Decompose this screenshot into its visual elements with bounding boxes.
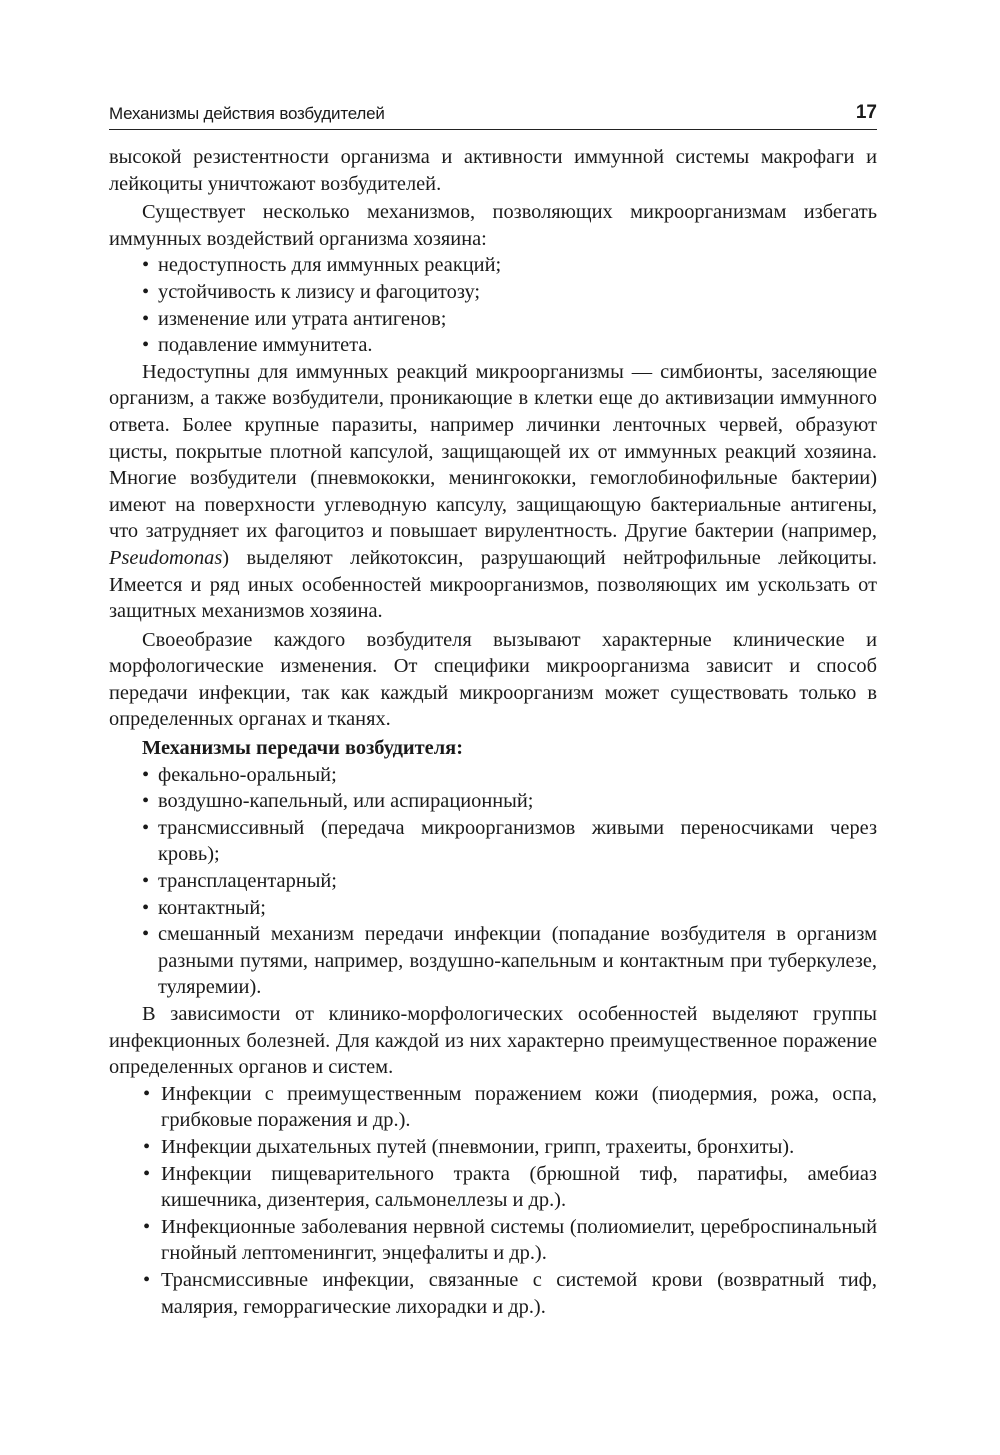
list-item-text: Трансмиссивные инфекции, связанные с системой крови (возвратный тиф, малярия, геморрагические лихорадки и др.). — [161, 1268, 877, 1318]
book-page — [109, 100, 877, 1320]
paragraph-disease-groups: В зависимости от клинико-морфологических особенностей выделяют группы инфекционных болезней. Для каждой из них характерно преимущественное поражение определенных органов и систем. — [109, 1003, 877, 1079]
list-item — [109, 1161, 877, 1214]
body-text — [109, 144, 877, 1320]
list-item — [109, 279, 877, 306]
paragraph-text: ) выделяют лейкотоксин, разрушающий нейтрофильные лейкоциты. Имеется и ряд иных особенностей микроорганизмов, позволяющих им ускользать от защитных механизмов хозяина. — [109, 546, 877, 623]
list-item — [109, 1081, 877, 1134]
bullet-icon: • — [142, 307, 150, 330]
list-item — [109, 868, 877, 895]
transmission-heading: Механизмы передачи возбудителя: — [142, 737, 463, 760]
list-item-text: смешанный механизм передачи инфекции (попадание возбудителя в организм разными путями, например, воздушно-капельным и контактным при туберкулезе, туляремии). — [158, 923, 877, 999]
paragraph-continuation: высокой резистентности организма и активности иммунной системы макрофаги и лейкоциты уничтожают возбудителей. — [109, 146, 877, 195]
list-item-text: изменение или утрата антигенов; — [158, 307, 447, 330]
list-item-text: трансмиссивный (передача микроорганизмов живыми переносчиками через кровь); — [158, 816, 877, 866]
list-item — [109, 815, 877, 868]
bullet-icon: • — [143, 1215, 151, 1238]
list-item — [109, 895, 877, 922]
list-item-text: Инфекции пищеварительного тракта (брюшной тиф, паратифы, амебиаз кишечника, дизентерия, сальмонеллезы и др.). — [161, 1162, 877, 1212]
list-item — [109, 762, 877, 789]
running-head — [109, 100, 877, 130]
paragraph-specificity: Своеобразие каждого возбудителя вызывают характерные клинические и морфологические изменения. От специфики микроорганизма зависит и способ передачи инфекции, так как каждый микроорганизм может существовать только в определенных органах и тканях. — [109, 628, 877, 731]
list-item — [109, 921, 877, 1001]
list-item-text: фекально-оральный; — [158, 763, 337, 786]
paragraph-text: Недоступны для иммунных реакций микроорганизмы — симбионты, заселяющие организм, а также возбудители, проникающие в клетки еще до активизации иммунного ответа. Более крупные паразиты, например личинки ленточных червей, образуют цисты, покрытые плотной капсулой, защищающей их от иммунных реакций хозяина. Многие возбудители (пневмококки, менингококки, гемоглобинофильные бактерии) имеют на поверхности углеводную капсулу, защищающую бактериальные антигены, что затрудняет их фагоцитоз и повышает вирулентность. Другие бактерии (например, — [109, 360, 877, 543]
list-transmission-mechanisms — [109, 762, 877, 1001]
list-item-text: Инфекции дыхательных путей (пневмонии, грипп, трахеиты, бронхиты). — [161, 1135, 795, 1158]
list-item — [109, 252, 877, 279]
list-item — [109, 1267, 877, 1320]
list-item-text: подавление иммунитета. — [158, 334, 373, 357]
bullet-icon: • — [142, 870, 150, 893]
running-title: Механизмы действия возбудителей — [109, 104, 385, 123]
bullet-icon: • — [142, 280, 150, 303]
list-evasion-mechanisms — [109, 252, 877, 358]
bullet-icon: • — [142, 816, 150, 839]
bullet-icon: • — [142, 790, 150, 813]
bullet-icon: • — [142, 896, 150, 919]
paragraph-inaccessibility — [109, 359, 877, 625]
list-item-text: Инфекционные заболевания нервной системы (полиомиелит, цереброспинальный гнойный лептоменингит, энцефалиты и др.). — [161, 1215, 877, 1265]
bullet-icon: • — [142, 334, 150, 357]
list-item-text: трансплацентарный; — [158, 870, 337, 893]
italic-genus-name: Pseudomonas — [109, 546, 223, 569]
bullet-icon: • — [142, 763, 150, 786]
list-item-text: воздушно-капельный, или аспирационный; — [158, 790, 534, 813]
list-item-text: Инфекции с преимущественным поражением кожи (пиодермия, рожа, оспа, грибковые поражения и др.). — [161, 1082, 877, 1132]
list-item-text: контактный; — [158, 896, 266, 919]
list-disease-groups — [109, 1081, 877, 1320]
bullet-icon: • — [143, 1082, 151, 1105]
list-item — [109, 306, 877, 333]
bullet-icon: • — [142, 923, 150, 946]
bullet-icon: • — [143, 1162, 151, 1185]
bullet-icon: • — [143, 1268, 151, 1291]
list-item-text: устойчивость к лизису и фагоцитозу; — [158, 280, 481, 303]
list-item — [109, 788, 877, 815]
list-item — [109, 1134, 877, 1161]
list-item-text: недоступность для иммунных реакций; — [158, 254, 502, 277]
bullet-icon: • — [142, 254, 150, 277]
paragraph-immune-evasion-intro: Существует несколько механизмов, позволяющих микроорганизмам избегать иммунных воздействий организма хозяина: — [109, 201, 877, 250]
page-number: 17 — [855, 102, 877, 123]
list-item — [109, 1214, 877, 1267]
bullet-icon: • — [143, 1135, 151, 1158]
list-item — [109, 332, 877, 359]
